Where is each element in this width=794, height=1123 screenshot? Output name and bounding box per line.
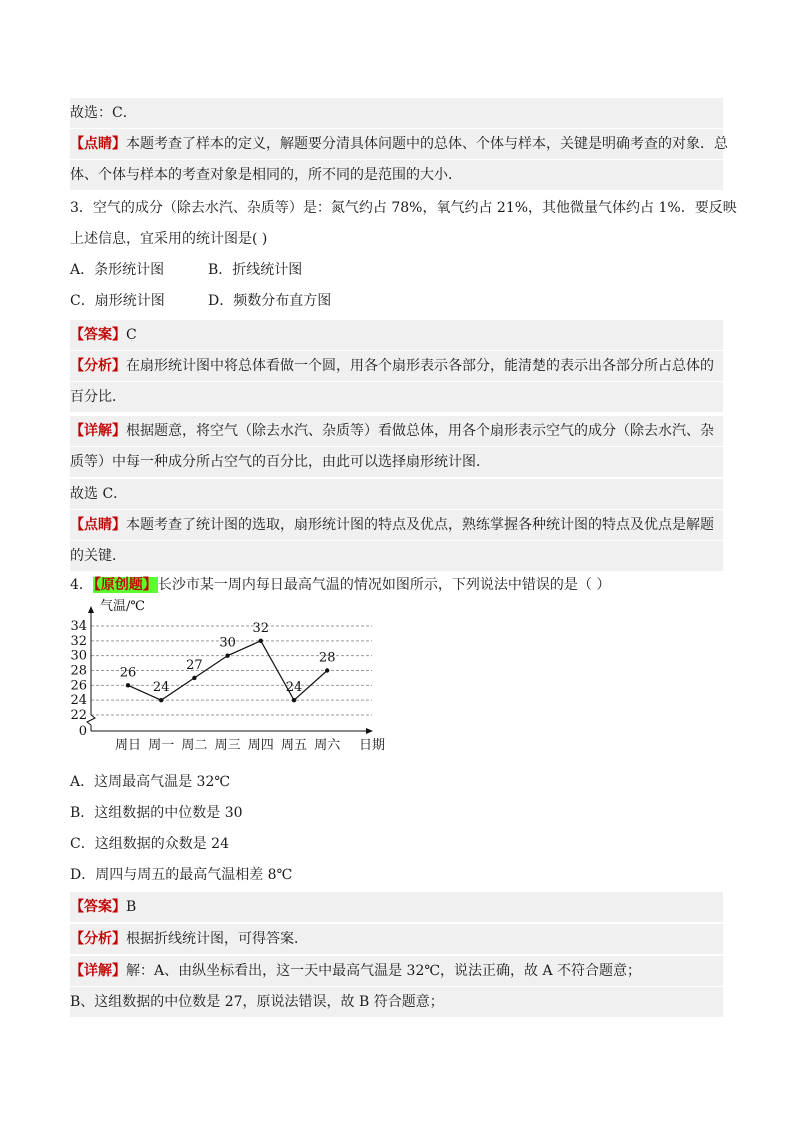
q4-answer-line xyxy=(70,892,723,922)
q3-tip-line-1 xyxy=(70,510,723,540)
data-label: 26 xyxy=(119,665,137,681)
y-tick-label: 26 xyxy=(70,678,87,694)
q2-tip-line-1 xyxy=(70,129,728,159)
x-tick-label: 周三 xyxy=(214,738,241,753)
q3-analysis-line-2 xyxy=(70,382,723,412)
q3-stem-line-1 xyxy=(70,193,737,223)
q3-tip-tag: 【点睛】 xyxy=(70,517,126,533)
q4-answer: B xyxy=(126,899,137,915)
data-label: 32 xyxy=(252,620,270,636)
q3-option-d: D．频数分布直方图 xyxy=(208,293,332,309)
data-point xyxy=(325,668,329,672)
y-tick-label: 0 xyxy=(78,724,87,739)
q3-detail-2: 质等）中每一种成分所占空气的百分比，由此可以选择扇形统计图． xyxy=(70,454,490,470)
q4-stem: 长沙市某一周内每日最高气温的情况如图所示，下列说法中错误的是（ ） xyxy=(157,577,611,593)
q4-option-a-line xyxy=(70,767,723,797)
q3-tip-1: 本题考查了统计图的选取，扇形统计图的特点及优点，熟练掌握各种统计图的特点及优点是解题 xyxy=(126,517,714,533)
q3-analysis-2: 百分比． xyxy=(70,389,126,405)
data-point xyxy=(225,653,229,657)
x-axis-label: 日期 xyxy=(359,738,386,753)
data-point xyxy=(159,698,163,702)
y-axis-arrow xyxy=(88,606,94,613)
x-tick-label: 周二 xyxy=(181,738,208,753)
data-point xyxy=(292,698,296,702)
q4-option-d: D．周四与周五的最高气温相差 8℃ xyxy=(70,867,293,883)
q3-tip-line-2 xyxy=(70,541,723,571)
q3-stem-2: 上述信息，宜采用的统计图是( ) xyxy=(70,231,268,247)
x-tick-label: 周日 xyxy=(114,738,142,753)
q3-detail-line-1 xyxy=(70,416,723,446)
y-axis-label: 气温/℃ xyxy=(100,599,145,614)
q3-detail-tag: 【详解】 xyxy=(70,423,126,439)
q2-choice-line xyxy=(70,98,723,128)
q4-analysis-line xyxy=(70,924,723,954)
q4-detail-2: B、这组数据的中位数是 27，原说法错误，故 B 符合题意； xyxy=(70,994,444,1010)
y-tick-label: 24 xyxy=(70,693,87,709)
q4-stem-line xyxy=(70,570,723,600)
q4-analysis: 根据折线统计图，可得答案． xyxy=(126,931,308,947)
q3-analysis-1: 在扇形统计图中将总体看做一个圆，用各个扇形表示各部分，能清楚的表示出各部分所占总体的 xyxy=(126,358,714,374)
q4-analysis-tag: 【分析】 xyxy=(70,931,126,947)
data-point xyxy=(259,639,263,643)
q3-detail-1: 根据题意，将空气（除去水汽、杂质等）看做总体，用各个扇形表示空气的成分（除去水汽、杂 xyxy=(126,423,714,439)
q4-option-b-line xyxy=(70,798,723,828)
y-tick-label: 34 xyxy=(70,619,87,634)
q4-option-c: C．这组数据的众数是 24 xyxy=(70,836,229,852)
q4-option-d-line xyxy=(70,860,723,890)
data-label: 24 xyxy=(285,680,303,696)
q2-choice: 故选：C． xyxy=(70,105,137,121)
data-label: 28 xyxy=(318,650,336,666)
x-tick-label: 周五 xyxy=(280,738,308,753)
q3-choice-line xyxy=(70,479,723,509)
q4-option-b: B．这组数据的中位数是 30 xyxy=(70,805,243,821)
q3-analysis-tag: 【分析】 xyxy=(70,358,126,374)
x-axis-arrow xyxy=(366,728,373,734)
temperature-line-chart xyxy=(70,598,410,758)
q3-stem-1: 3．空气的成分（除去水汽、杂质等）是：氮气约占 78%，氧气约占 21%，其他微量气体约占 1%．要反映 xyxy=(70,200,737,216)
q3-option-c: C．扇形统计图 xyxy=(70,293,165,309)
x-tick-label: 周六 xyxy=(314,738,341,753)
q4-number: 4． xyxy=(70,577,93,593)
q3-detail-line-2 xyxy=(70,447,723,477)
q3-answer-tag: 【答案】 xyxy=(70,327,126,343)
q3-option-a: A．条形统计图 xyxy=(70,262,165,278)
q4-option-a: A．这周最高气温是 32℃ xyxy=(70,774,231,790)
y-tick-label: 32 xyxy=(70,633,87,649)
data-label: 30 xyxy=(219,635,236,651)
y-tick-label: 22 xyxy=(70,708,87,723)
q3-answer-line xyxy=(70,320,723,350)
q3-options-row-1 xyxy=(70,255,723,285)
q4-option-c-line xyxy=(70,829,723,859)
q4-original-tag: 【原创题】 xyxy=(93,577,157,593)
q3-tip-2: 的关键． xyxy=(70,548,126,564)
q3-stem-line-2 xyxy=(70,224,723,254)
q2-tip-line-2 xyxy=(70,160,723,190)
q3-analysis-line-1 xyxy=(70,351,723,381)
y-axis-break xyxy=(87,715,95,725)
y-tick-label: 28 xyxy=(70,663,87,679)
q2-tip-text-2: 体、个体与样本的考查对象是相同的，所不同的是范围的大小． xyxy=(70,167,462,183)
data-label: 27 xyxy=(186,657,203,673)
q2-tip-text-1: 本题考查了样本的定义，解题要分清具体问题中的总体、个体与样本，关键是明确考查的对象．总 xyxy=(126,136,728,152)
q4-detail-line-1 xyxy=(70,956,723,986)
q3-choice: 故选 C． xyxy=(70,486,128,502)
q3-option-b: B．折线统计图 xyxy=(208,262,303,278)
data-label: 24 xyxy=(152,680,170,696)
data-point xyxy=(126,683,130,687)
q3-answer: C xyxy=(126,327,137,343)
x-tick-label: 周一 xyxy=(148,738,175,753)
q4-detail-1: 解：A、由纵坐标看出，这一天中最高气温是 32℃，说法正确，故 A 不符合题意； xyxy=(126,963,642,979)
q4-detail-tag: 【详解】 xyxy=(70,963,126,979)
q4-answer-tag: 【答案】 xyxy=(70,899,126,915)
y-tick-label: 30 xyxy=(70,648,87,664)
q2-tip-tag: 【点睛】 xyxy=(70,136,126,152)
data-point xyxy=(192,676,196,680)
x-tick-label: 周四 xyxy=(247,738,274,753)
q3-options-row-2 xyxy=(70,286,723,316)
q4-detail-line-2 xyxy=(70,987,723,1017)
